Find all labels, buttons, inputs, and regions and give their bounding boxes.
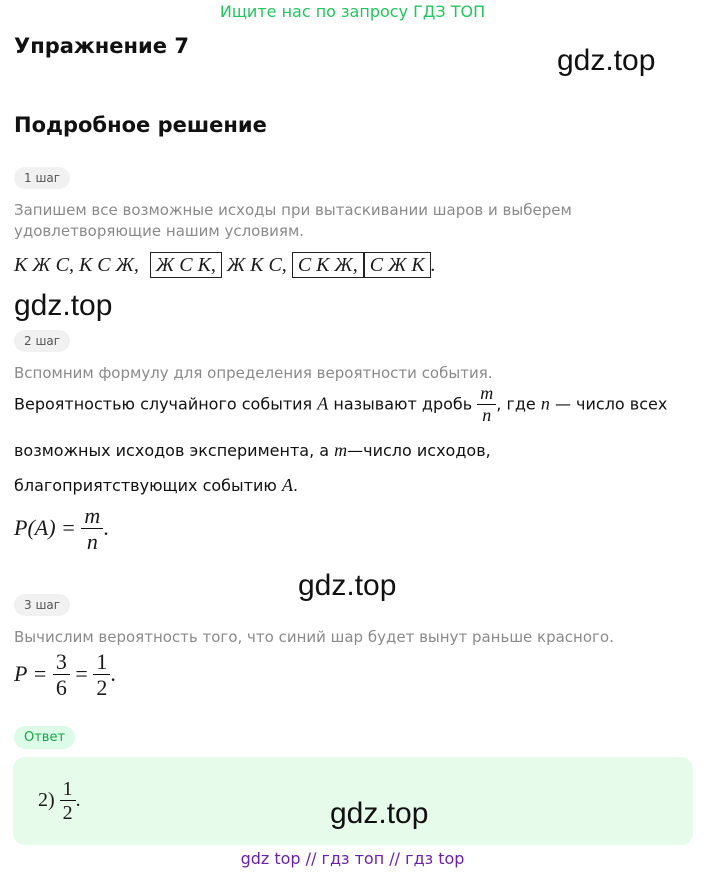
result-formula	[14, 650, 116, 702]
fraction-denominator: n	[86, 529, 98, 555]
definition-text: возможных исходов эксперимента, а	[14, 441, 330, 460]
outcomes-end: .	[430, 254, 436, 276]
answer-chip: Ответ	[14, 726, 75, 749]
fraction-numerator: 3	[53, 650, 70, 675]
definition-text: благоприятствующих событию	[14, 476, 277, 495]
definition-text: Вероятностью случайного события	[14, 394, 313, 414]
step-3-text: Вычислим вероятность того, что синий шар будет вынут раньше красного.	[14, 628, 614, 646]
step-2-text: Вспомним формулу для определения вероятности события.	[14, 364, 493, 382]
step-3-chip: 3 шаг	[14, 594, 70, 616]
page-title: Упражнение 7	[14, 34, 189, 58]
footer-link[interactable]: гдз топ	[321, 849, 385, 868]
fraction-denominator: 2	[96, 675, 108, 701]
answer-label: 2)	[38, 789, 55, 812]
footer-separator: //	[305, 849, 317, 868]
var-A: A	[281, 475, 293, 495]
definition-text: —число исходов,	[347, 441, 491, 460]
footer-links	[0, 849, 705, 868]
watermark: gdz.top	[330, 797, 429, 830]
watermark: gdz.top	[298, 569, 397, 602]
fraction-denominator: n	[482, 404, 492, 425]
definition-text: , где	[496, 394, 536, 414]
definition-line-2	[14, 440, 491, 461]
watermark: gdz.top	[14, 289, 113, 322]
footer-link[interactable]: гдз top	[405, 849, 465, 868]
outcome-favorable: С Ж К	[364, 252, 431, 278]
outcome: Ж К С,	[226, 254, 287, 276]
definition-line-3	[14, 475, 298, 496]
var-m: m	[334, 440, 348, 460]
fraction-numerator: 1	[60, 778, 76, 801]
answer-value	[38, 778, 81, 825]
outcomes-line	[14, 254, 436, 277]
fraction-denominator: 6	[55, 675, 67, 701]
definition-text: .	[292, 476, 299, 495]
formula-lhs: P(A) =	[14, 514, 76, 540]
watermark: gdz.top	[557, 44, 656, 77]
outcome: К Ж С,	[14, 254, 74, 276]
top-banner[interactable]: Ищите нас по запросу ГДЗ ТОП	[219, 2, 486, 21]
equals-sign: =	[75, 660, 88, 686]
fraction-denominator: 2	[62, 802, 73, 824]
step-1-text: Запишем все возможные исходы при вытаскивании шаров и выберем удовлетворяющие нашим условиям.	[14, 201, 572, 240]
fraction-numerator: 1	[93, 650, 110, 675]
section-title: Подробное решение	[14, 113, 267, 137]
footer-separator: //	[389, 849, 401, 868]
fraction-3-6	[53, 650, 70, 702]
step-1-chip: 1 шаг	[14, 167, 70, 189]
fraction-m-n	[477, 384, 496, 426]
fraction-numerator: m	[477, 384, 496, 405]
outcome-favorable: С К Ж,	[292, 252, 364, 278]
result-end: .	[110, 660, 116, 686]
definition-text: называют дробь	[333, 394, 473, 414]
outcome: К С Ж,	[78, 254, 139, 276]
formula-end: .	[103, 514, 109, 540]
outcome-favorable: Ж С К,	[150, 252, 222, 278]
answer-fraction	[60, 778, 76, 825]
result-lhs: P =	[14, 660, 48, 686]
probability-formula	[14, 504, 109, 556]
definition-text: — число всех	[554, 394, 668, 414]
formula-fraction	[81, 504, 103, 556]
fraction-1-2	[93, 650, 110, 702]
answer-end: .	[75, 789, 81, 812]
footer-link[interactable]: gdz top	[240, 849, 301, 868]
var-n: n	[540, 393, 550, 414]
definition-line-1	[14, 384, 667, 426]
fraction-numerator: m	[81, 504, 103, 529]
var-A: A	[317, 393, 329, 414]
step-2-chip: 2 шаг	[14, 330, 70, 352]
